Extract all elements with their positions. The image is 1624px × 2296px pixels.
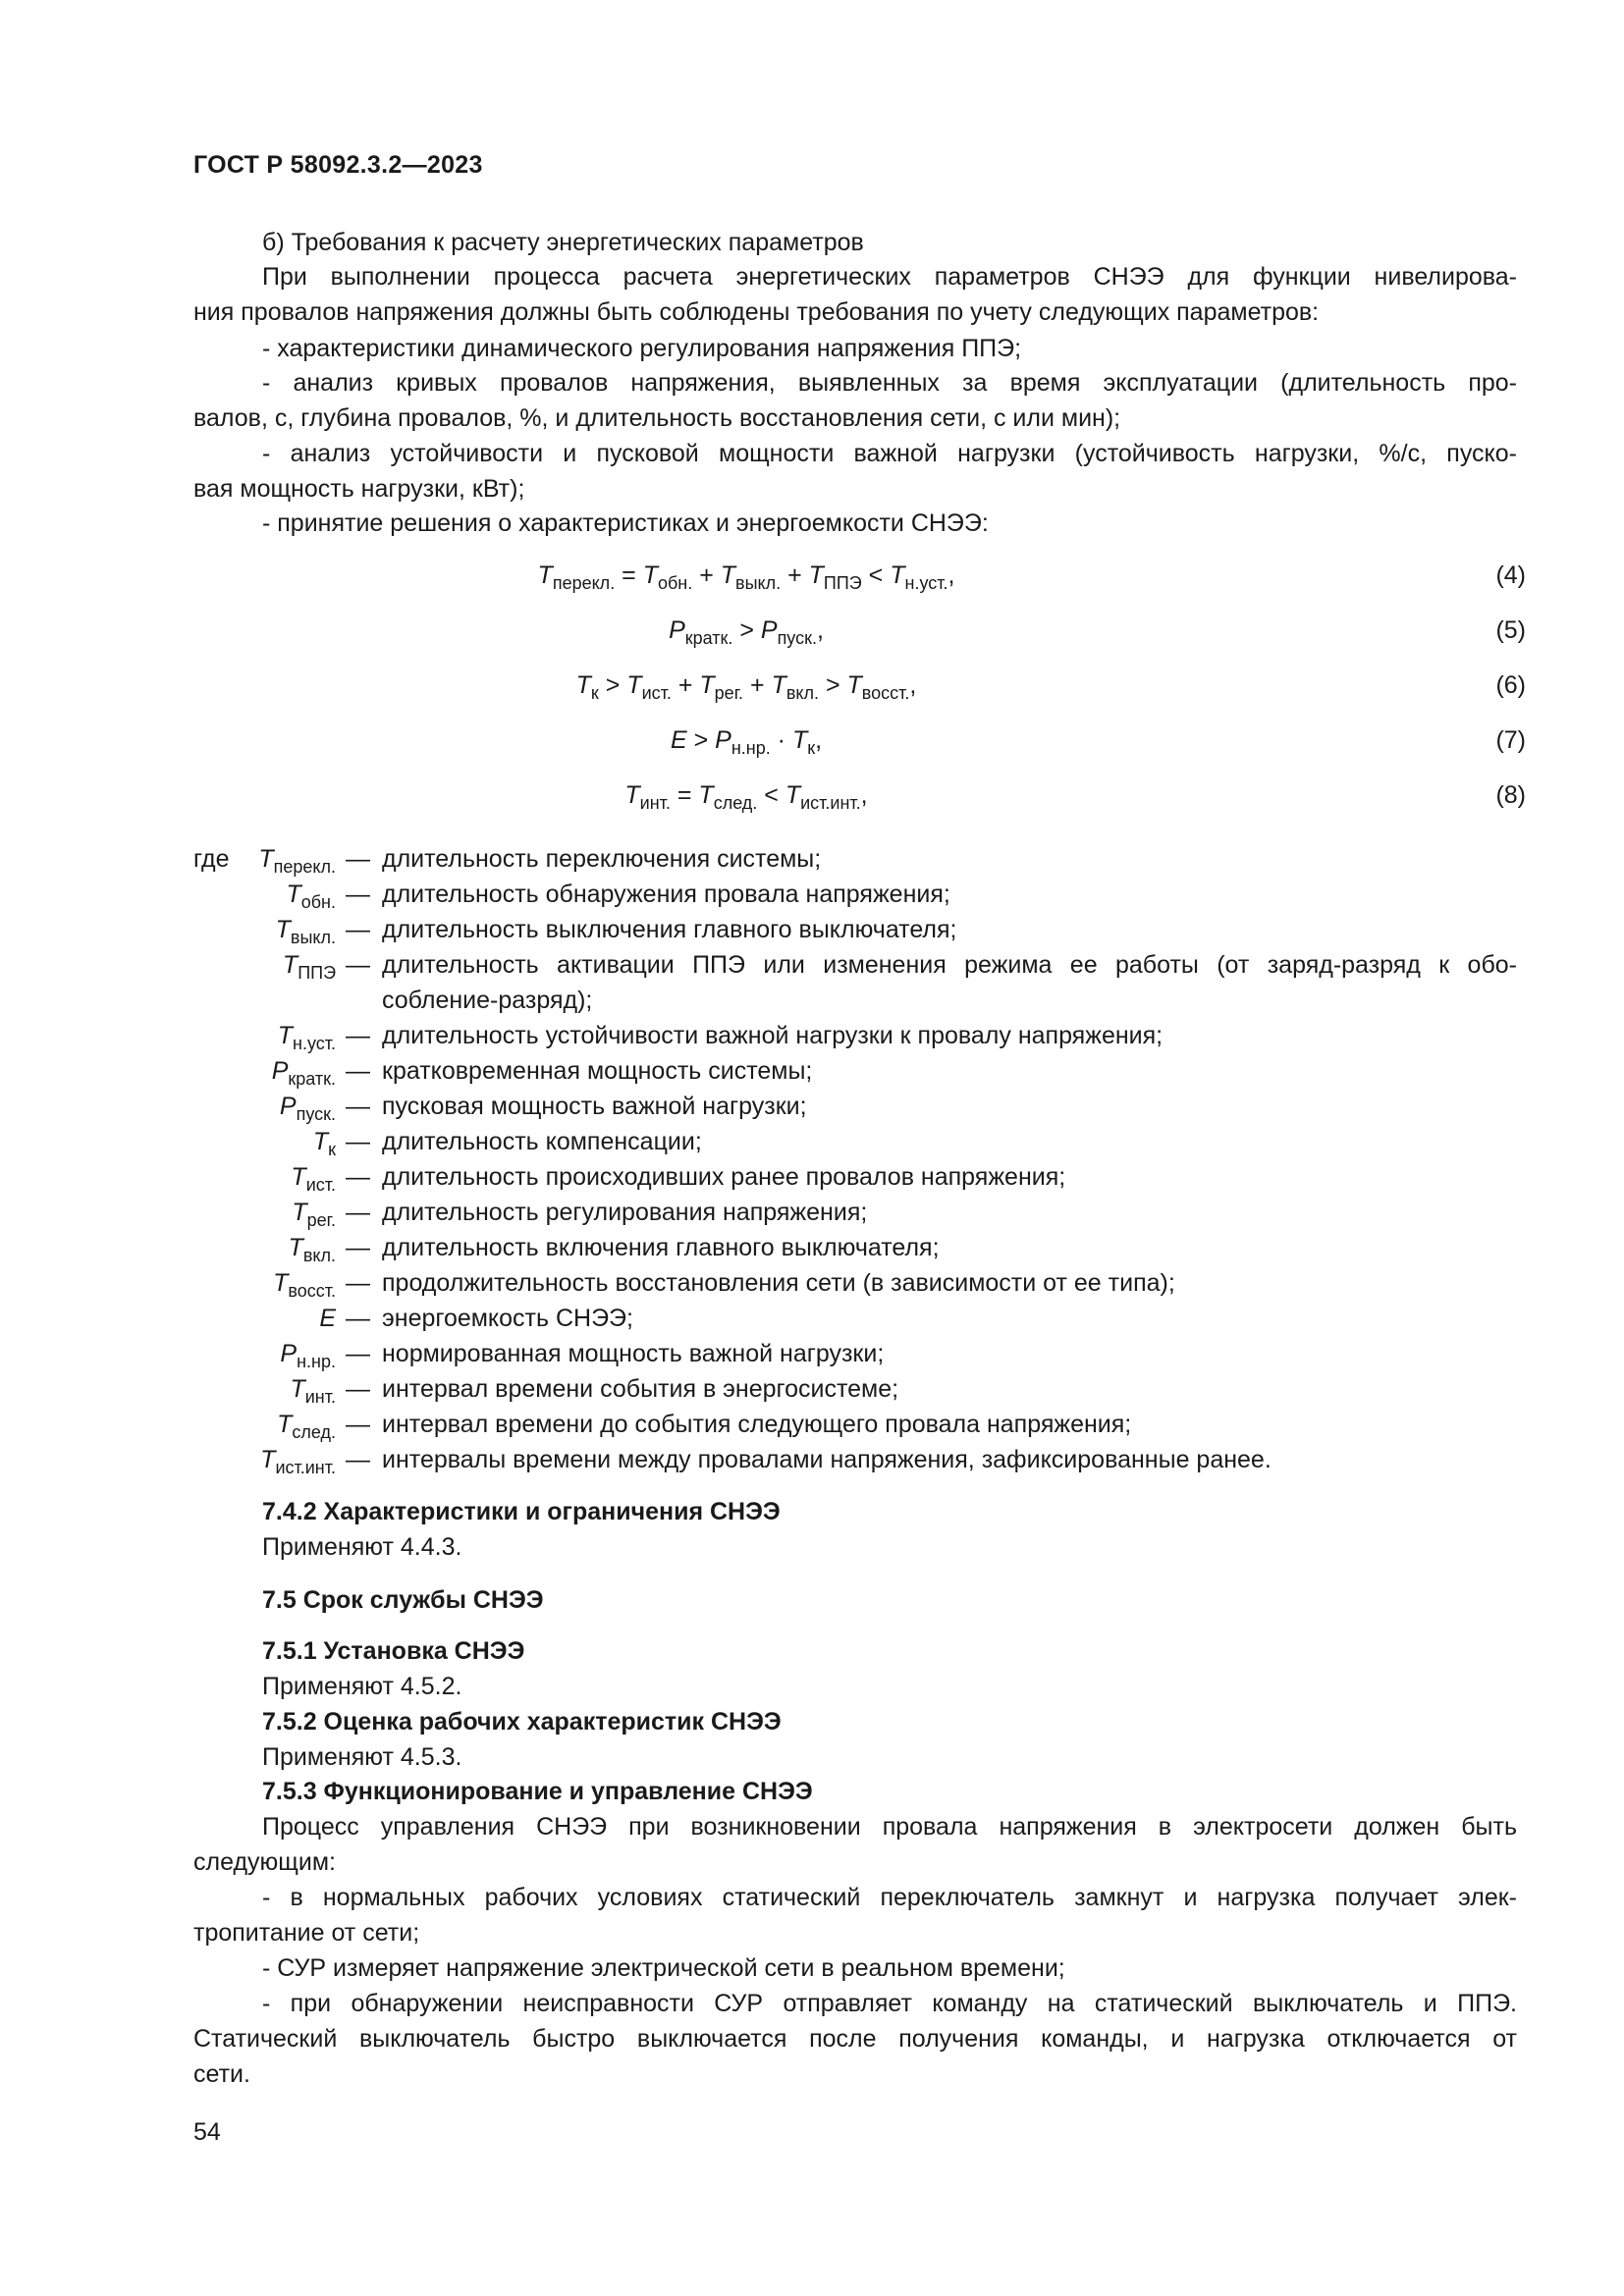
definition-text: длительность происходивших ранее провалов напряжения; xyxy=(382,1163,1066,1191)
bullet-2-line-1: - анализ кривых провалов напряжения, выявленных за время эксплуатации (длительность про- xyxy=(262,369,1517,397)
definition-symbol: $T_{выкл.}$ xyxy=(275,916,336,947)
equation-4-number: (4) xyxy=(1495,561,1526,589)
definition-symbol: $T_{ист.}$ xyxy=(291,1163,336,1195)
equation-6: $T_к > T_{ист.} + T_{рег.} + T_{вкл.} > T_{восст.}$, xyxy=(575,671,917,703)
definition-symbol: $T_{вкл.}$ xyxy=(288,1234,336,1265)
step-3-line-3: сети. xyxy=(193,2060,250,2088)
step-1-line-1: - в нормальных рабочих условиях статический переключатель замкнут и нагрузка получает элек- xyxy=(262,1884,1517,1911)
equation-4: $T_{перекл.} = T_{обн.} + T_{выкл.} + T_{ППЭ} < T_{н.уст.}$, xyxy=(537,561,955,593)
definition-dash: — xyxy=(346,1022,370,1049)
definition-dash: — xyxy=(346,1446,370,1473)
bullet-2-line-2: валов, с, глубина провалов, %, и длительность восстановления сети, с или мин); xyxy=(193,404,1121,432)
definition-text-continued: собление-разряд); xyxy=(382,987,593,1014)
definition-text: длительность выключения главного выключателя; xyxy=(382,916,957,943)
intro-line-2: ния провалов напряжения должны быть соблюдены требования по учету следующих параметров: xyxy=(193,298,1320,326)
process-line-2: следующим: xyxy=(193,1848,336,1876)
section-7-5-1-text: Применяют 4.5.2. xyxy=(262,1673,462,1700)
process-line-1: Процесс управления СНЭЭ при возникновении провала напряжения в электросети должен быть xyxy=(262,1813,1517,1841)
definition-text: длительность устойчивости важной нагрузки к провалу напряжения; xyxy=(382,1022,1164,1049)
step-2: - СУР измеряет напряжение электрической сети в реальном времени; xyxy=(262,1954,1065,1982)
definition-symbol: $T_к$ xyxy=(312,1128,336,1159)
definition-dash: — xyxy=(346,1199,370,1226)
equation-8-number: (8) xyxy=(1495,781,1526,809)
intro-line-1: При выполнении процесса расчета энергетических параметров СНЭЭ для функции нивелирова- xyxy=(262,263,1517,291)
definition-text: интервалы времени между провалами напряжения, зафиксированные ранее. xyxy=(382,1446,1272,1473)
definition-text: пусковая мощность важной нагрузки; xyxy=(382,1093,807,1120)
definition-symbol: E xyxy=(319,1305,336,1332)
equation-5: $P_{кратк.} > P_{пуск.}$, xyxy=(669,616,824,648)
definition-text: длительность компенсации; xyxy=(382,1128,702,1155)
section-7-5-3-title: 7.5.3 Функционирование и управление СНЭЭ xyxy=(262,1778,813,1805)
definition-text: нормированная мощность важной нагрузки; xyxy=(382,1340,885,1367)
equation-5-number: (5) xyxy=(1495,616,1526,644)
definition-text: кратковременная мощность системы; xyxy=(382,1057,813,1085)
where-label: где xyxy=(193,845,230,873)
equation-6-number: (6) xyxy=(1495,671,1526,699)
definition-symbol: $T_{ист.инт.}$ xyxy=(260,1446,336,1477)
definition-dash: — xyxy=(346,1305,370,1332)
definition-symbol: $T_{ППЭ}$ xyxy=(282,951,336,983)
definition-symbol: $T_{н.уст.}$ xyxy=(277,1022,336,1053)
definition-symbol: $T_{обн.}$ xyxy=(286,881,336,912)
step-3-line-2: Статический выключатель быстро выключается после получения команды, и нагрузка отключается от xyxy=(193,2025,1517,2053)
paragraph-b-heading: б) Требования к расчету энергетических параметров xyxy=(262,229,864,256)
definition-dash: — xyxy=(346,1340,370,1367)
definition-symbol: $T_{перекл.}$ xyxy=(258,845,336,877)
definition-dash: — xyxy=(346,1163,370,1191)
bullet-1: - характеристики динамического регулирования напряжения ППЭ; xyxy=(262,335,1022,362)
definition-dash: — xyxy=(346,1057,370,1085)
definition-dash: — xyxy=(346,951,370,979)
definition-text: длительность обнаружения провала напряжения; xyxy=(382,881,950,908)
document-header: ГОСТ Р 58092.3.2—2023 xyxy=(193,151,483,179)
bullet-3-line-1: - анализ устойчивости и пусковой мощности важной нагрузки (устойчивость нагрузки, %/с, пуско- xyxy=(262,440,1517,467)
definition-dash: — xyxy=(346,881,370,908)
section-7-4-2-text: Применяют 4.4.3. xyxy=(262,1533,462,1561)
definition-text: длительность регулирования напряжения; xyxy=(382,1199,868,1226)
definition-dash: — xyxy=(346,916,370,943)
definition-text: длительность переключения системы; xyxy=(382,845,822,873)
equation-7-number: (7) xyxy=(1495,726,1526,754)
definition-dash: — xyxy=(346,1128,370,1155)
step-1-line-2: тропитание от сети; xyxy=(193,1919,420,1947)
bullet-3-line-2: вая мощность нагрузки, кВт); xyxy=(193,475,525,503)
definition-symbol: $P_{кратк.}$ xyxy=(271,1057,336,1089)
definition-dash: — xyxy=(346,1269,370,1297)
section-7-5-2-text: Применяют 4.5.3. xyxy=(262,1743,462,1771)
definition-text: энергоемкость СНЭЭ; xyxy=(382,1305,633,1332)
definition-symbol: $T_{след.}$ xyxy=(277,1411,336,1442)
definition-text: длительность включения главного выключателя; xyxy=(382,1234,940,1261)
definition-symbol: $T_{рег.}$ xyxy=(292,1199,336,1230)
page-number: 54 xyxy=(193,2118,221,2146)
definition-text: интервал времени до события следующего провала напряжения; xyxy=(382,1411,1132,1438)
equation-7: $E > P_{н.нр.} \cdot T_к$, xyxy=(670,726,823,758)
definition-dash: — xyxy=(346,1234,370,1261)
section-7-5-2-title: 7.5.2 Оценка рабочих характеристик СНЭЭ xyxy=(262,1708,782,1735)
step-3-line-1: - при обнаружении неисправности СУР отправляет команду на статический выключатель и ППЭ. xyxy=(262,1990,1517,2017)
definition-symbol: $T_{инт.}$ xyxy=(290,1375,336,1407)
definition-dash: — xyxy=(346,1411,370,1438)
section-7-5-title: 7.5 Срок службы СНЭЭ xyxy=(262,1586,544,1614)
definition-dash: — xyxy=(346,1375,370,1403)
definition-dash: — xyxy=(346,845,370,873)
section-7-5-1-title: 7.5.1 Установка СНЭЭ xyxy=(262,1637,525,1665)
definition-text: длительность активации ППЭ или изменения режима ее работы (от заряд-разряд к обо- xyxy=(382,951,1517,979)
equation-8: $T_{инт.} = T_{след.} < T_{ист.инт.}$, xyxy=(624,781,868,813)
bullet-4: - принятие решения о характеристиках и энергоемкости СНЭЭ: xyxy=(262,509,989,537)
definition-dash: — xyxy=(346,1093,370,1120)
definition-symbol: $P_{пуск.}$ xyxy=(279,1093,336,1124)
definition-text: продолжительность восстановления сети (в зависимости от ее типа); xyxy=(382,1269,1175,1297)
definition-symbol: $T_{восст.}$ xyxy=(273,1269,336,1301)
section-7-4-2-title: 7.4.2 Характеристики и ограничения СНЭЭ xyxy=(262,1498,781,1525)
definition-text: интервал времени события в энергосистеме; xyxy=(382,1375,899,1403)
definition-symbol: $P_{н.нр.}$ xyxy=(280,1340,336,1371)
